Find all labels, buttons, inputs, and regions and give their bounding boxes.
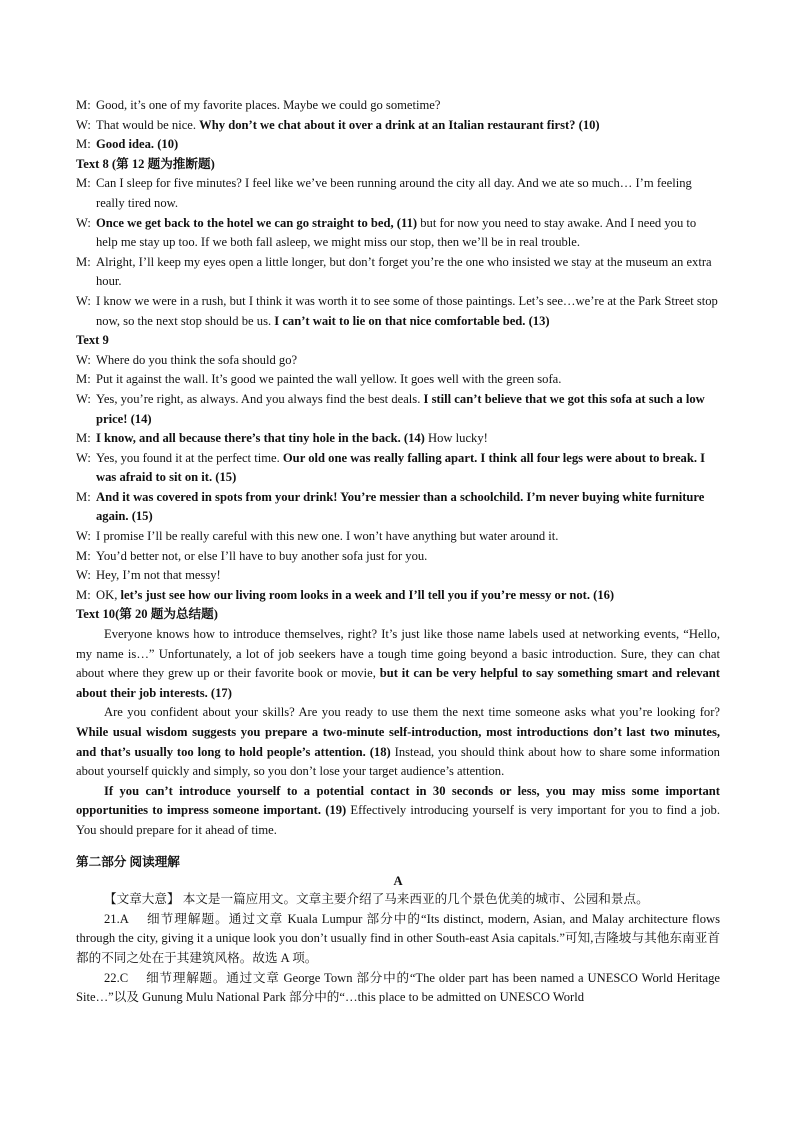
speaker-label: W: bbox=[76, 529, 91, 544]
document-page bbox=[76, 96, 720, 1008]
speaker-label: M: bbox=[76, 431, 91, 446]
dialogue-line bbox=[76, 116, 720, 136]
answer-22: 22.C 细节理解题。通过文章 George Town 部分中的“The older part has been named a UNESCO World Heritage Site…”以及 Gunung Mulu National Park 部分中的“…this place to be admitted on UNESCO World bbox=[76, 970, 720, 1005]
dialogue-text: Put it against the wall. It’s good we painted the wall yellow. It goes well with the green sofa. bbox=[96, 372, 562, 387]
paragraph-text: Instead, you should think about how to share some information about yourself quickly and simply, so you don’t lose your target audience’s attention. bbox=[76, 744, 720, 779]
speaker-label: M: bbox=[76, 372, 91, 387]
paragraph-text: Effectively introducing yourself is very important for you to find a job. You should prepare for it ahead of time. bbox=[76, 803, 720, 837]
speaker-label: W: bbox=[76, 568, 91, 583]
dialogue-text: but for now you need to stay awake. And I need you to help me stay up too. If we both fall asleep, we might miss our stop, then we’ll be in real trouble. bbox=[96, 215, 697, 250]
text10-passage bbox=[76, 625, 720, 841]
paragraph-text: Are you confident about your skills? Are you ready to use them the next time someone asks what you’re looking for? bbox=[104, 705, 720, 720]
passage-paragraph bbox=[76, 625, 720, 703]
dialogue-line bbox=[76, 253, 720, 292]
key-sentence: let’s just see how our living room looks in a week and I’ll tell you if you’re messy or not. (16) bbox=[120, 587, 615, 602]
text10-heading: Text 10(第 20 题为总结题) bbox=[76, 607, 218, 622]
dialogue-line bbox=[76, 370, 720, 390]
speaker-label: W: bbox=[76, 352, 91, 367]
text8-dialogue bbox=[76, 174, 720, 331]
dialogue-line bbox=[76, 488, 720, 527]
key-sentence: Our old one was really falling apart. I think all four legs were about to break. I was afraid to sit on it. (15) bbox=[96, 450, 706, 485]
dialogue-text: You’d better not, or else I’ll have to buy another sofa just for you. bbox=[96, 548, 428, 563]
text8-heading: Text 8 (第 12 题为推断题) bbox=[76, 156, 215, 171]
dialogue-text: Where do you think the sofa should go? bbox=[96, 352, 298, 367]
dialogue-text: OK, bbox=[96, 587, 121, 602]
speaker-label: W: bbox=[76, 391, 91, 406]
key-sentence: While usual wisdom suggests you prepare a two-minute self-introduction, most introductions don’t last two minutes, and that’s usually too long to hold people’s attention. (18) bbox=[76, 725, 720, 759]
dialogue-text: I know we were in a rush, but I think it was worth it to see some of those paintings. Let’s see…we’re at the Park Street stop now, so the next stop should be us. bbox=[96, 293, 718, 328]
dialogue-line bbox=[76, 174, 720, 213]
speaker-label: M: bbox=[76, 489, 91, 504]
speaker-label: M: bbox=[76, 548, 91, 563]
speaker-label: M: bbox=[76, 137, 91, 152]
dialogue-line bbox=[76, 351, 720, 371]
dialogue-line bbox=[76, 214, 720, 253]
key-sentence: If you can’t introduce yourself to a potential contact in 30 seconds or less, you may miss some important opportunities to impress someone important. (19) bbox=[76, 783, 720, 818]
passage-paragraph bbox=[76, 703, 720, 781]
passage-paragraph bbox=[76, 782, 720, 841]
speaker-label: W: bbox=[76, 450, 91, 465]
section-letter: A bbox=[393, 874, 403, 889]
key-sentence: I can’t wait to lie on that nice comfortable bed. (13) bbox=[274, 313, 550, 328]
dialogue-line bbox=[76, 96, 720, 116]
dialogue-text: Good, it’s one of my favorite places. Maybe we could go sometime? bbox=[96, 98, 441, 112]
key-sentence: Why don’t we chat about it over a drink at an Italian restaurant first? (10) bbox=[199, 117, 600, 132]
dialogue-text: Yes, you’re right, as always. And you always find the best deals. bbox=[96, 391, 424, 406]
paragraph-text: Everyone knows how to introduce themselves, right? It’s just like those name labels used at networking events, “Hello, my name is…” Unfortunately, a lot of job seekers have a tough time going beyond a basic introduction. Sure, they can chat about where they grew up or their favorite book or movie, bbox=[76, 627, 720, 681]
dialogue-line bbox=[76, 566, 720, 586]
dialogue-text: Hey, I’m not that messy! bbox=[96, 568, 221, 583]
speaker-label: W: bbox=[76, 293, 91, 308]
dialogue-line bbox=[76, 586, 720, 606]
key-sentence: Good idea. (10) bbox=[96, 137, 179, 152]
speaker-label: M: bbox=[76, 587, 91, 602]
text7-dialogue bbox=[76, 96, 720, 155]
key-sentence: I still can’t believe that we got this sofa at such a low price! (14) bbox=[96, 391, 705, 426]
text9-heading: Text 9 bbox=[76, 333, 109, 348]
dialogue-text: How lucky! bbox=[424, 431, 488, 446]
dialogue-text: Can I sleep for five minutes? I feel like we’ve been running around the city all day. And we ate so much… I’m feeling really tired now. bbox=[96, 176, 692, 210]
speaker-label: M: bbox=[76, 254, 91, 269]
key-sentence: I know, and all because there’s that tiny hole in the back. (14) bbox=[96, 431, 425, 446]
text9-dialogue bbox=[76, 351, 720, 606]
dialogue-line bbox=[76, 135, 720, 155]
dialogue-line bbox=[76, 292, 720, 331]
answer-21: 21.A 细节理解题。通过文章 Kuala Lumpur 部分中的“Its distinct, modern, Asian, and Malay architecture flows through the city, giving it a unique look you don’t usually find in other South-east Asia capitals.”可知,吉隆坡与其他东南亚首都的不同之处在于其建筑风格。故选 A 项。 bbox=[76, 911, 720, 965]
dialogue-text: Yes, you found it at the perfect time. bbox=[96, 450, 283, 465]
dialogue-line bbox=[76, 547, 720, 567]
part2-title: 第二部分 阅读理解 bbox=[76, 854, 180, 869]
key-sentence: Once we get back to the hotel we can go straight to bed, (11) bbox=[96, 215, 418, 230]
dialogue-text: Alright, I’ll keep my eyes open a little longer, but don’t forget you’re the one who insisted we stay at the museum an extra hour. bbox=[96, 254, 712, 289]
dialogue-line bbox=[76, 449, 720, 488]
dialogue-text: I promise I’ll be really careful with this new one. I won’t have anything but water around it. bbox=[96, 529, 559, 544]
speaker-label: W: bbox=[76, 215, 91, 230]
dialogue-text: That would be nice. bbox=[96, 117, 200, 132]
dialogue-line bbox=[76, 527, 720, 547]
dialogue-line bbox=[76, 429, 720, 449]
dialogue-line bbox=[76, 390, 720, 429]
article-summary: 【文章大意】 本文是一篇应用文。文章主要介绍了马来西亚的几个景色优美的城市、公园和景点。 bbox=[104, 892, 649, 907]
speaker-label: M: bbox=[76, 98, 91, 112]
key-sentence: but it can be very helpful to say something smart and relevant about their job interests. (17) bbox=[76, 666, 720, 700]
speaker-label: W: bbox=[76, 117, 91, 132]
speaker-label: M: bbox=[76, 176, 91, 191]
key-sentence: And it was covered in spots from your drink! You’re messier than a schoolchild. I’m never buying white furniture again. (15) bbox=[96, 489, 705, 524]
